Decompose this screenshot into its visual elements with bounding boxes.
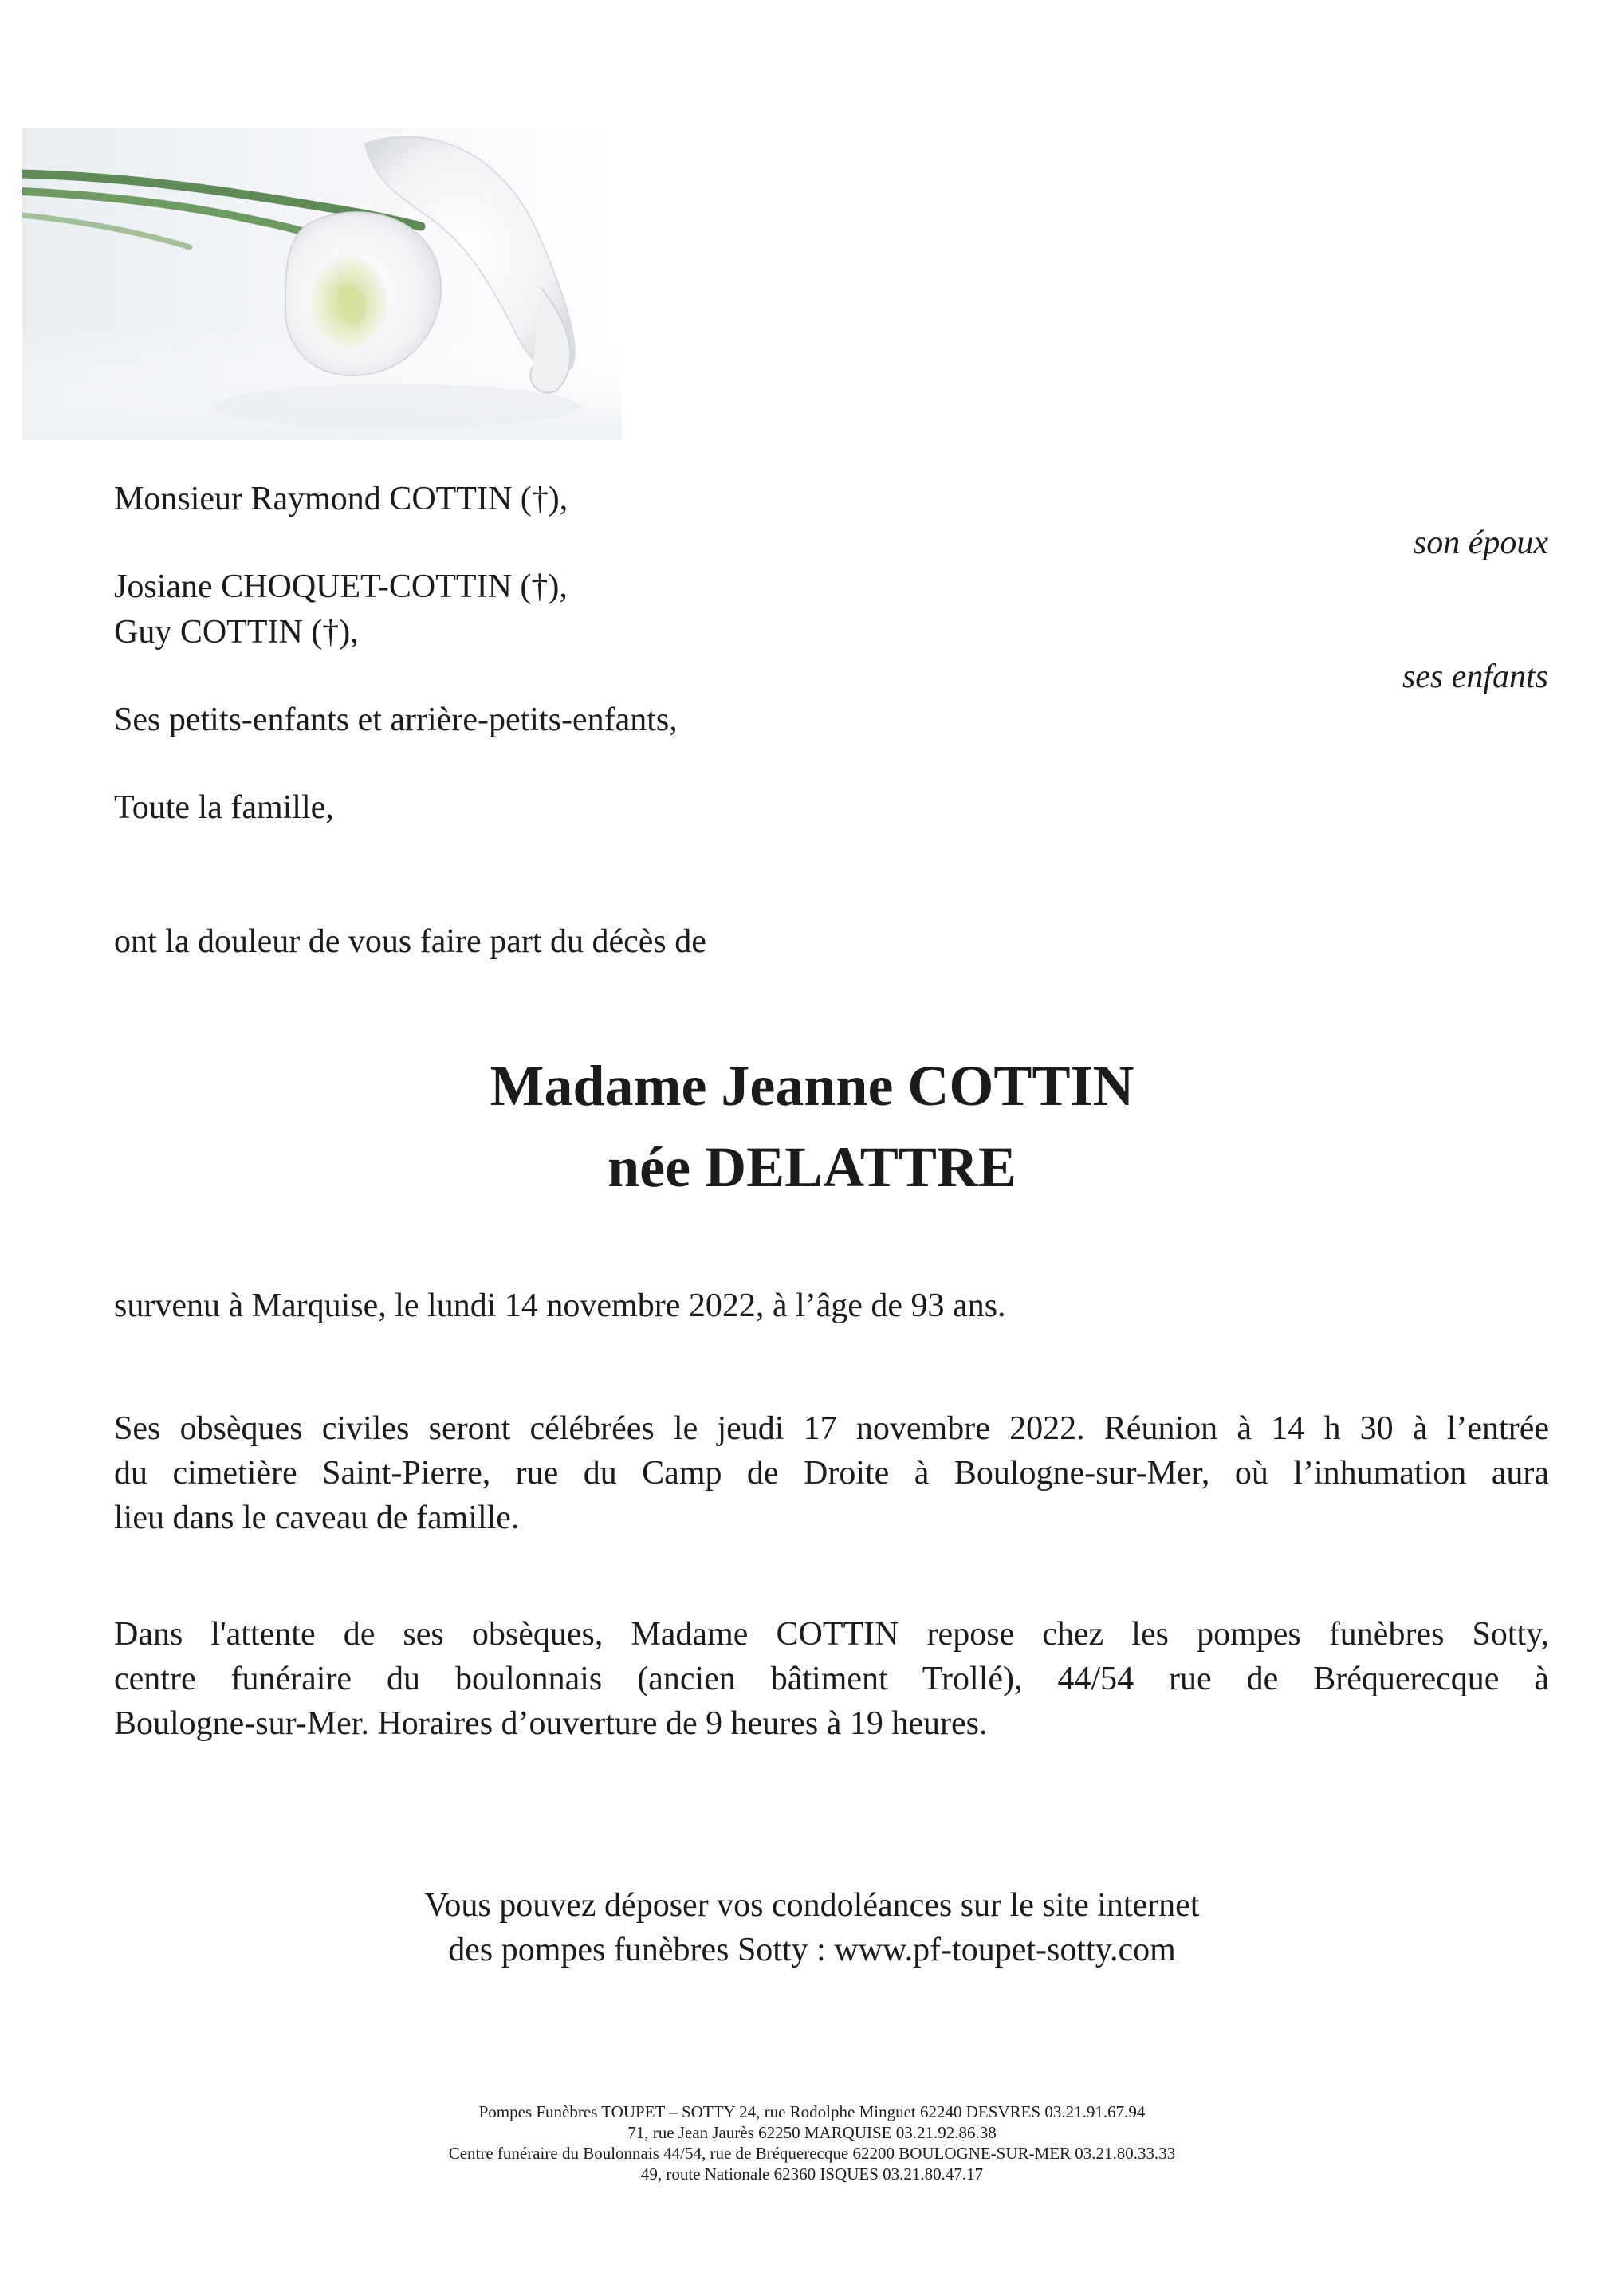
funeral-line: Ses obsèques civiles seront célébrées le jeudi 17 novembre 2022. Réunion à 14 h 30 à l’entrée [114, 1410, 1549, 1447]
funeral-home-footer [0, 2101, 1624, 2184]
child-1-name: Josiane CHOQUET-COTTIN (†), [114, 568, 568, 605]
viewing-line: Dans l'attente de ses obsèques, Madame COTTIN repose chez les pompes funèbres Sotty, [114, 1616, 1549, 1653]
footer-line: Centre funéraire du Boulonnais 44/54, rue de Bréquerecque 62200 BOULOGNE-SUR-MER 03.21.80.33.33 [448, 2144, 1176, 2163]
spouse-name: Monsieur Raymond COTTIN (†), [114, 481, 568, 517]
family-line: Toute la famille, [114, 789, 334, 826]
funeral-paragraph [114, 1406, 1549, 1540]
children-role: ses enfants [1402, 659, 1548, 695]
funeral-line: lieu dans le caveau de famille. [114, 1500, 520, 1536]
death-details: survenu à Marquise, le lundi 14 novembre 2022, à l’âge de 93 ans. [114, 1288, 1006, 1324]
viewing-line: Boulogne-sur-Mer. Horaires d’ouverture de 9 heures à 19 heures. [114, 1705, 988, 1742]
footer-line: 71, rue Jean Jaurès 62250 MARQUISE 03.21.92.86.38 [627, 2123, 997, 2142]
viewing-line: centre funéraire du boulonnais (ancien bâtiment Trollé), 44/54 rue de Bréquerecque à [114, 1661, 1549, 1697]
viewing-paragraph [114, 1612, 1549, 1746]
condolences-website: des pompes funèbres Sotty : www.pf-toupet-sotty.com [448, 1932, 1176, 1968]
spouse-role: son époux [1413, 525, 1548, 561]
condolences-line: Vous pouvez déposer vos condoléances sur le site internet [424, 1887, 1200, 1924]
child-2-name: Guy COTTIN (†), [114, 614, 359, 651]
condolences-block [0, 1883, 1624, 1972]
grandchildren-line: Ses petits-enfants et arrière-petits-enfants, [114, 702, 678, 738]
deceased-maiden-name: née DELATTRE [608, 1135, 1016, 1199]
footer-line: 49, route Nationale 62360 ISQUES 03.21.80.47.17 [640, 2164, 984, 2184]
funeral-line: du cimetière Saint-Pierre, rue du Camp de Droite à Boulogne-sur-Mer, où l’inhumation aura [114, 1455, 1549, 1492]
footer-line: Pompes Funèbres TOUPET – SOTTY 24, rue Rodolphe Minguet 62240 DESVRES 03.21.91.67.94 [478, 2102, 1146, 2121]
announcement-line: ont la douleur de vous faire part du décès de [114, 923, 706, 960]
deceased-name: Madame Jeanne COTTIN [490, 1054, 1134, 1118]
calla-lily-image [22, 128, 622, 440]
